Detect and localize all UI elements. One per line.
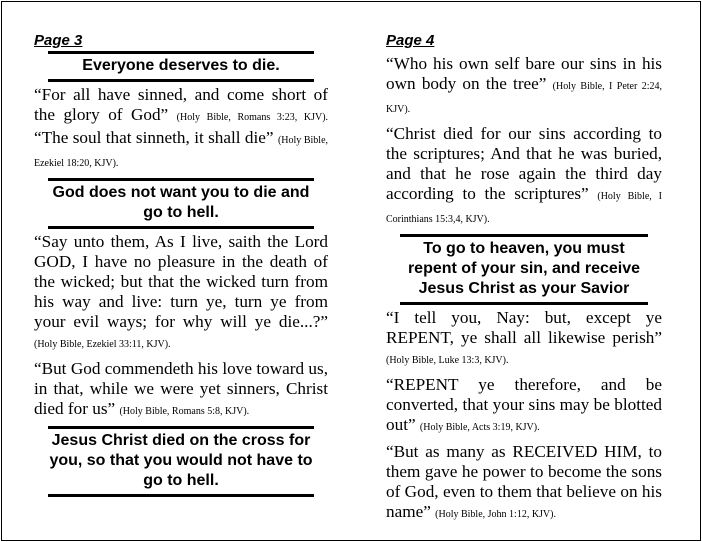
verse-john-1-12 xyxy=(386,442,662,525)
verse-1-peter-2-24 xyxy=(386,54,662,120)
tract-page-frame xyxy=(1,1,701,541)
verse-luke-13-3 xyxy=(386,308,662,371)
verse-1-corinthians-15-3-4-text: “Christ died for our sins according to the scriptures; And that he was buried, and that he rose again the third day according to the scriptures” xyxy=(386,124,662,203)
page-3-column xyxy=(34,32,328,497)
verse-acts-3-19-text: “REPENT ye therefore, and be converted, that your sins may be blotted out” xyxy=(386,375,662,434)
verse-1-corinthians-15-3-4-ref: (Holy Bible, I Corinthians 15:3,4, KJV). xyxy=(386,191,663,225)
page-4-column xyxy=(386,32,662,529)
heading-jesus-died-for-you: Jesus Christ died on the cross for you, so that you would not have to go to hell. xyxy=(48,426,314,497)
verse-acts-3-19 xyxy=(386,375,662,438)
verse-romans-3-23-text: “For all have sinned, and come short of the glory of God” xyxy=(34,85,328,124)
verse-romans-5-8-ref: (Holy Bible, Romans 5:8, KJV). xyxy=(119,406,250,417)
verse-luke-13-3-ref: (Holy Bible, Luke 13:3, KJV). xyxy=(386,355,509,366)
heading-repent-and-receive-jesus: To go to heaven, you must repent of your sin, and receive Jesus Christ as your Savior xyxy=(400,234,648,305)
verse-1-corinthians-15-3-4 xyxy=(386,124,662,230)
verse-ezekiel-18-20-text: “The soul that sinneth, it shall die” xyxy=(34,128,274,147)
verse-romans-3-23-and-ezekiel-18-20 xyxy=(34,85,328,174)
verse-john-1-12-ref: (Holy Bible, John 1:12, KJV). xyxy=(435,509,556,520)
verse-romans-5-8-text: “But God commendeth his love toward us, in that, while we were yet sinners, Christ died for us” xyxy=(34,359,328,418)
page-4-label: Page 4 xyxy=(386,32,435,49)
verse-romans-5-8 xyxy=(34,359,328,422)
verse-john-1-12-text: “But as many as RECEIVED HIM, to them gave he power to become the sons of God, even to them that believe on his name” xyxy=(386,442,662,521)
heading-everyone-deserves-to-die: Everyone deserves to die. xyxy=(48,51,314,82)
verse-1-peter-2-24-text: “Who his own self bare our sins in his own body on the tree” xyxy=(386,54,662,93)
verse-ezekiel-18-20-ref: (Holy Bible, Ezekiel 18:20, KJV). xyxy=(34,135,329,169)
verse-ezekiel-33-11 xyxy=(34,232,328,355)
page-3-label: Page 3 xyxy=(34,32,83,49)
verse-ezekiel-33-11-ref: (Holy Bible, Ezekiel 33:11, KJV). xyxy=(34,339,171,350)
verse-luke-13-3-text: “I tell you, Nay: but, except ye REPENT, ye shall all likewise perish” xyxy=(386,308,662,347)
verse-romans-3-23-ref: (Holy Bible, Romans 3:23, KJV). xyxy=(176,112,329,123)
verse-ezekiel-33-11-text: “Say unto them, As I live, saith the Lord GOD, I have no pleasure in the death of the wicked; but that the wicked turn from his way and live: turn ye, turn ye from your evil ways; for why will ye die...?” xyxy=(34,232,328,331)
verse-acts-3-19-ref: (Holy Bible, Acts 3:19, KJV). xyxy=(419,422,540,433)
heading-god-does-not-want-you-to-die: God does not want you to die and go to hell. xyxy=(48,178,314,229)
verse-1-peter-2-24-ref: (Holy Bible, I Peter 2:24, KJV). xyxy=(386,81,663,115)
